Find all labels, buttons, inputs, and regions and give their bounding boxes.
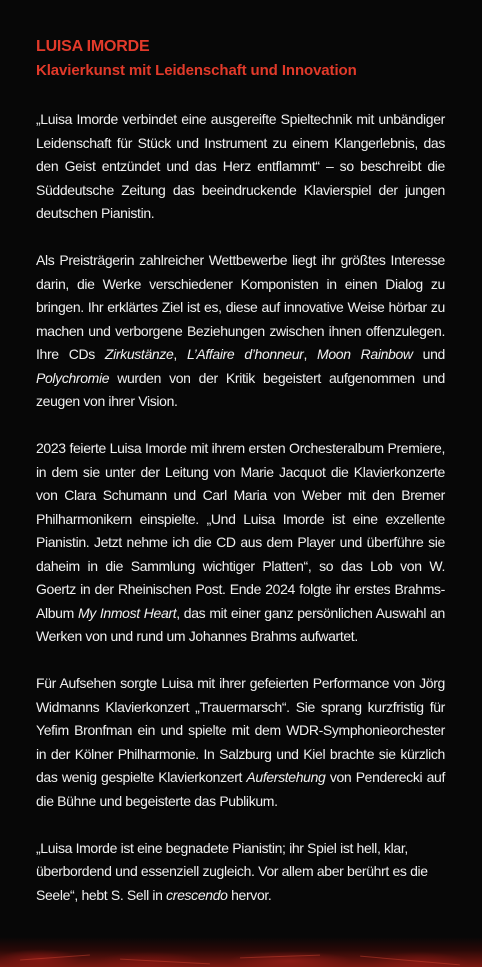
text-span: 2023 feierte Luisa Imorde mit ihrem ersten Orchesteralbum Premiere, in dem sie unter der Leitung von Marie Jacquot die Klavierkonzerte von Clara Schumann und Carl Maria von Weber mit den Bremer Philharmonikern einspielte. „Und Luisa Imorde ist eine exzellente Pianistin. Jetzt nehme ich die CD aus dem Player und überführe sie daheim in die Sammlung wichtiger Platten“, so das Lob von W. Goertz in der Rheinischen Post. Ende 2024 folgte ihr erstes Brahms-Album — [36, 440, 445, 621]
text-span: Für Aufsehen sorgte Luisa mit ihrer gefeierten Performance von Jörg Widmanns Klavierkonzert „Trauermarsch“. Sie sprang kurzfristig für Yefim Bronfman ein und spielte mit dem WDR-Symphonieorchester in der Kölner Philharmonie. In Salzburg und Kiel brachte sie kürzlich das wenig gespielte Klavierkonzert — [36, 675, 445, 785]
page-title: LUISA IMORDE — [36, 38, 150, 55]
work-title: Auferstehung — [246, 769, 326, 785]
paragraph-awards-cds — [36, 249, 445, 414]
cd-title: L’Affaire d’honneur — [186, 346, 304, 362]
album-title: My Inmost Heart — [77, 604, 177, 621]
text-span: , — [303, 346, 318, 362]
text-span: Als Preisträgerin zahlreicher Wettbewerbe liegt ihr größtes Interesse darin, die Werke verschiedener Komponisten in einen Dialog zu bringen. Ihr erklärtes Ziel ist es, diese auf innovative Weise hörbar zu machen und verborgene Beziehungen zwischen ihnen offenzulegen. Ihre CDs — [36, 252, 445, 362]
cd-title: Zirkustänze — [104, 346, 174, 362]
text-span: , — [173, 346, 187, 362]
text-span: und — [412, 346, 445, 362]
texture-streak — [20, 955, 90, 961]
text-span: „Luisa Imorde verbindet eine ausgereifte Spieltechnik mit unbändiger Leidenschaft für Stück und Instrument zu einem Klangerlebnis, das den Geist entzündet und das Herz entflammt“ – so beschreibt die Süddeutsche Zeitung das beeindruckende Klavierspiel der jungen deutschen Pianistin. — [36, 111, 445, 221]
cd-title: Moon Rainbow — [317, 346, 413, 362]
decorative-red-texture — [0, 937, 482, 967]
page-subtitle: Klavierkunst mit Leidenschaft und Innovation — [36, 62, 357, 79]
text-span: von Penderecki auf die Bühne und begeisterte das Publikum. — [36, 769, 445, 809]
paragraph-performances — [36, 672, 445, 813]
paragraph-intro-quote — [36, 108, 445, 226]
cd-title: Polychromie — [36, 369, 110, 386]
text-span: , das mit einer ganz persönlichen Auswahl an Werken von und rund um Johannes Brahms aufwartet. — [36, 604, 445, 644]
biography-text — [36, 108, 445, 907]
texture-streak — [120, 959, 210, 965]
text-span: hervor. — [227, 886, 272, 903]
paragraph-orchestral-album — [36, 437, 445, 649]
paragraph-closing-quote — [36, 837, 445, 908]
text-span: wurden von der Kritik begeistert aufgenommen und zeugen von ihrer Vision. — [36, 369, 445, 409]
text-span: „Luisa Imorde ist eine begnadete Pianistin; ihr Spiel ist hell, klar, überbordend und essenziell zugleich. Vor allem aber berührt es die Seele“, hebt S. Sell in — [36, 839, 428, 903]
texture-streak — [240, 955, 320, 959]
publication-title: crescendo — [166, 886, 228, 903]
texture-streak — [360, 956, 460, 966]
